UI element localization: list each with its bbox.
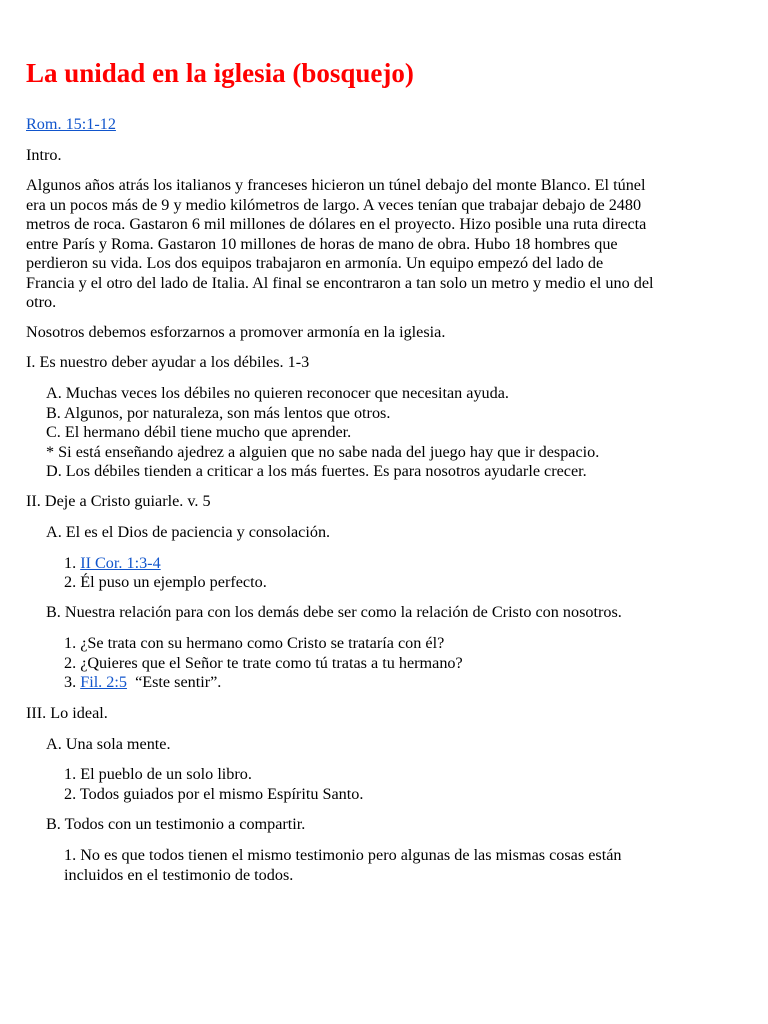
item-number: 3.	[64, 673, 81, 691]
intro-line: metros de roca. Gastaron 6 mil millones de dólares en el proyecto. Hizo posible una ruta directa	[26, 215, 647, 233]
list-item-3a2: 2. Todos guiados por el mismo Espíritu Santo.	[64, 785, 364, 803]
subheading-2b: B. Nuestra relación para con los demás debe ser como la relación de Cristo con nosotros.	[46, 603, 622, 621]
subheading-3b: B. Todos con un testimonio a compartir.	[46, 815, 306, 833]
section-heading-2: II. Deje a Cristo guiarle. v. 5	[26, 492, 211, 510]
list-item-2b3	[64, 673, 221, 693]
section-heading-1: I. Es nuestro deber ayudar a los débiles. 1-3	[26, 353, 310, 371]
list-item-2b1: 1. ¿Se trata con su hermano como Cristo se trataría con él?	[64, 634, 445, 652]
thesis-statement: Nosotros debemos esforzarnos a promover armonía en la iglesia.	[26, 323, 446, 341]
intro-paragraph	[26, 176, 654, 313]
scripture-link-fil[interactable]: Fil. 2:5	[80, 673, 127, 691]
scripture-link-rom-15[interactable]: Rom. 15:1-12	[26, 115, 116, 133]
section-1-list	[46, 384, 599, 482]
quote-text: “Este sentir”.	[126, 673, 222, 691]
intro-label: Intro.	[26, 146, 62, 164]
section-heading-3: III. Lo ideal.	[26, 704, 108, 722]
list-item-2b2: 2. ¿Quieres que el Señor te trate como tú tratas a tu hermano?	[64, 654, 463, 672]
page-title: La unidad en la iglesia (bosquejo)	[26, 58, 414, 88]
subheading-2a: A. El es el Dios de paciencia y consolación.	[46, 523, 331, 541]
intro-line: otro.	[26, 293, 57, 311]
list-item: * Si está enseñando ajedrez a alguien que no sabe nada del juego hay que ir despacio.	[46, 442, 600, 461]
list-item-line: incluidos en el testimonio de todos.	[64, 865, 294, 884]
list-item: C. El hermano débil tiene mucho que aprender.	[46, 423, 352, 441]
list-item-2a1	[64, 554, 161, 574]
list-item-3b1	[64, 846, 621, 885]
intro-line: era un pocos más de 9 y medio kilómetros de largo. A veces tenían que trabajar debajo de 2480	[26, 195, 642, 214]
intro-line: Francia y el otro del lado de Italia. Al final se encontraron a tan solo un metro y medio el uno del	[26, 273, 654, 292]
list-item: D. Los débiles tienden a criticar a los más fuertes. Es para nosotros ayudarle crecer.	[46, 462, 587, 480]
list-item: A. Muchas veces los débiles no quieren reconocer que necesitan ayuda.	[46, 384, 509, 402]
list-item-line: 1. No es que todos tienen el mismo testimonio pero algunas de las mismas cosas están	[64, 846, 622, 864]
list-item-3a1: 1. El pueblo de un solo libro.	[64, 765, 252, 783]
list-item-2a2: 2. Él puso un ejemplo perfecto.	[64, 573, 267, 591]
subheading-3a: A. Una sola mente.	[46, 735, 171, 753]
item-number: 1.	[64, 554, 81, 572]
scripture-link-2-cor[interactable]: II Cor. 1:3-4	[80, 554, 161, 572]
intro-line: entre París y Roma. Gastaron 10 millones de horas de mano de obra. Hubo 18 hombres que	[26, 234, 618, 253]
list-item: B. Algunos, por naturaleza, son más lentos que otros.	[46, 403, 391, 422]
intro-line: perdieron su vida. Los dos equipos trabajaron en armonía. Un equipo empezó del lado de	[26, 254, 604, 272]
intro-line: Algunos años atrás los italianos y franceses hicieron un túnel debajo del monte Blanco. El túnel	[26, 176, 646, 194]
